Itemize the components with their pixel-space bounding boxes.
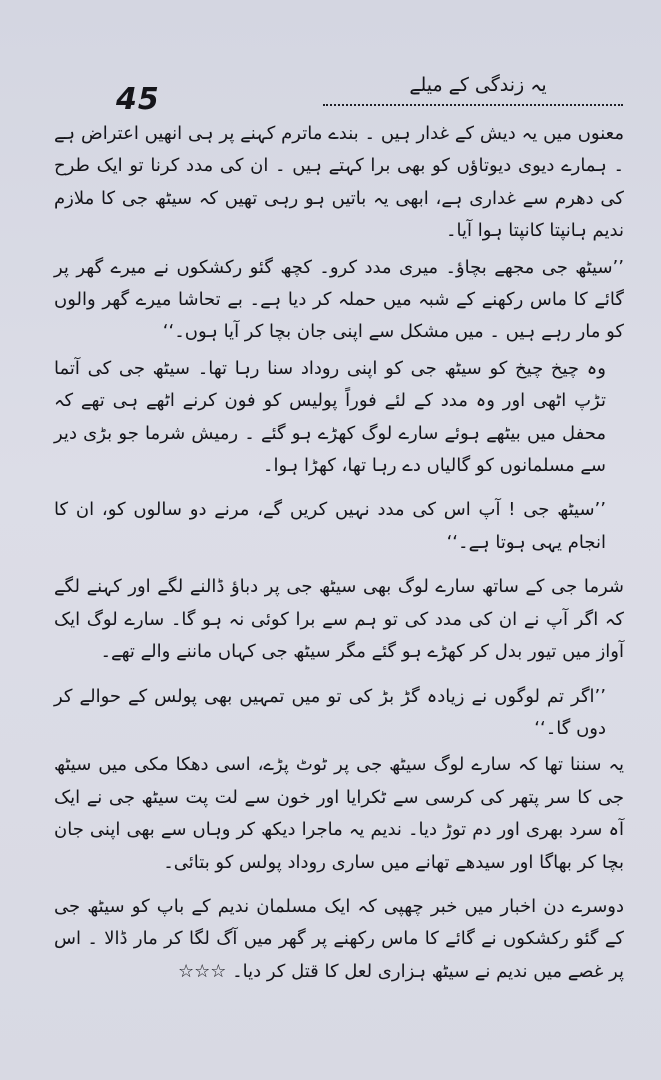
- body-text: [54, 118, 624, 1000]
- paragraph-8: دوسرے دن اخبار میں خبر چھپی کہ ایک مسلمان ندیم کے باپ کو سیٹھ جی کے گئو رکشکوں نے گائے کا ماس رکھنے پر گھر میں آگ لگا کر مار ڈالا ۔ اس پر غصے میں ندیم نے سیٹھ ہزاری لعل کا قتل کر دیا۔ ☆☆☆: [54, 895, 624, 982]
- paragraph-7: یہ سننا تھا کہ سارے لوگ سیٹھ جی پر ٹوٹ پڑے، اسی دھکا مکی میں سیٹھ جی کا سر پتھر کی کرسی سے ٹکرایا اور خون سے لت پت سیٹھ جی نے ایک آہ سرد بھری اور دم توڑ دیا۔ ندیم یہ ماجرا دیکھ کر وہاں سے بھی اپنی جان بچا کر بھاگا اور سیدھے تھانے میں ساری روداد پولس کو بتائی۔: [54, 754, 624, 873]
- paragraph-6: ’’اگر تم لوگوں نے زیادہ گڑ بڑ کی تو میں تمہیں بھی پولس کے حوالے کر دوں گا۔‘‘: [54, 685, 606, 739]
- running-title: یہ زندگی کے میلے: [409, 74, 547, 96]
- paragraph-3: وہ چیخ چیخ کو سیٹھ جی کو اپنی روداد سنا رہا تھا۔ سیٹھ جی کی آتما تڑپ اٹھی اور وہ مدد کے لئے فوراً پولیس کو فون کرنے اٹھے ہی تھے کہ محفل میں بیٹھے ہوئے سارے لوگ کھڑے ہو گئے ۔ رمیش شرما جو بڑی دیر سے مسلمانوں کو گالیاں دے رہا تھا، کھڑا ہوا۔: [54, 357, 606, 477]
- page-header: [90, 74, 623, 117]
- page-number: 45: [116, 82, 160, 117]
- paragraph-4: ’’سیٹھ جی ! آپ اس کی مدد نہیں کریں گے، مرنے دو سالوں کو، ان کا انجام یہی ہوتا ہے۔‘‘: [54, 499, 606, 553]
- paragraph-5: شرما جی کے ساتھ سارے لوگ بھی سیٹھ جی پر دباؤ ڈالنے لگے اور کہنے لگے کہ اگر آپ نے ان کی مدد کی تو ہم سے برا کوئی نہ ہو گا۔ سارے لوگ ایک آواز میں تیور بدل کر کھڑے ہو گئے مگر سیٹھ جی کہاں ماننے والے تھے۔: [54, 576, 624, 663]
- paragraph-2: ’’سیٹھ جی مجھے بچاؤ۔ میری مدد کرو۔ کچھ گئو رکشکوں نے میرے گھر پر گائے کا ماس رکھنے کے شبہ میں حملہ کر دیا ہے۔ بے تحاشا میرے گھر والوں کو مار رہے ہیں ۔ میں مشکل سے اپنی جان بچا کر آیا ہوں۔‘‘: [54, 256, 624, 343]
- header-dotted-rule: [323, 104, 623, 106]
- paragraph-1: معنوں میں یہ دیش کے غدار ہیں ۔ بندے ماترم کہنے پر ہی انھیں اعتراض ہے ۔ ہمارے دیوی دیوتاؤں کو بھی برا کہتے ہیں ۔ ان کی مدد کرنا تو ایک طرح کی دھرم سے غداری ہے، ابھی یہ باتیں ہو رہی تھیں کہ سیٹھ جی کا ملازم ندیم ہانپتا کانپتا ہوا آیا۔: [54, 123, 624, 242]
